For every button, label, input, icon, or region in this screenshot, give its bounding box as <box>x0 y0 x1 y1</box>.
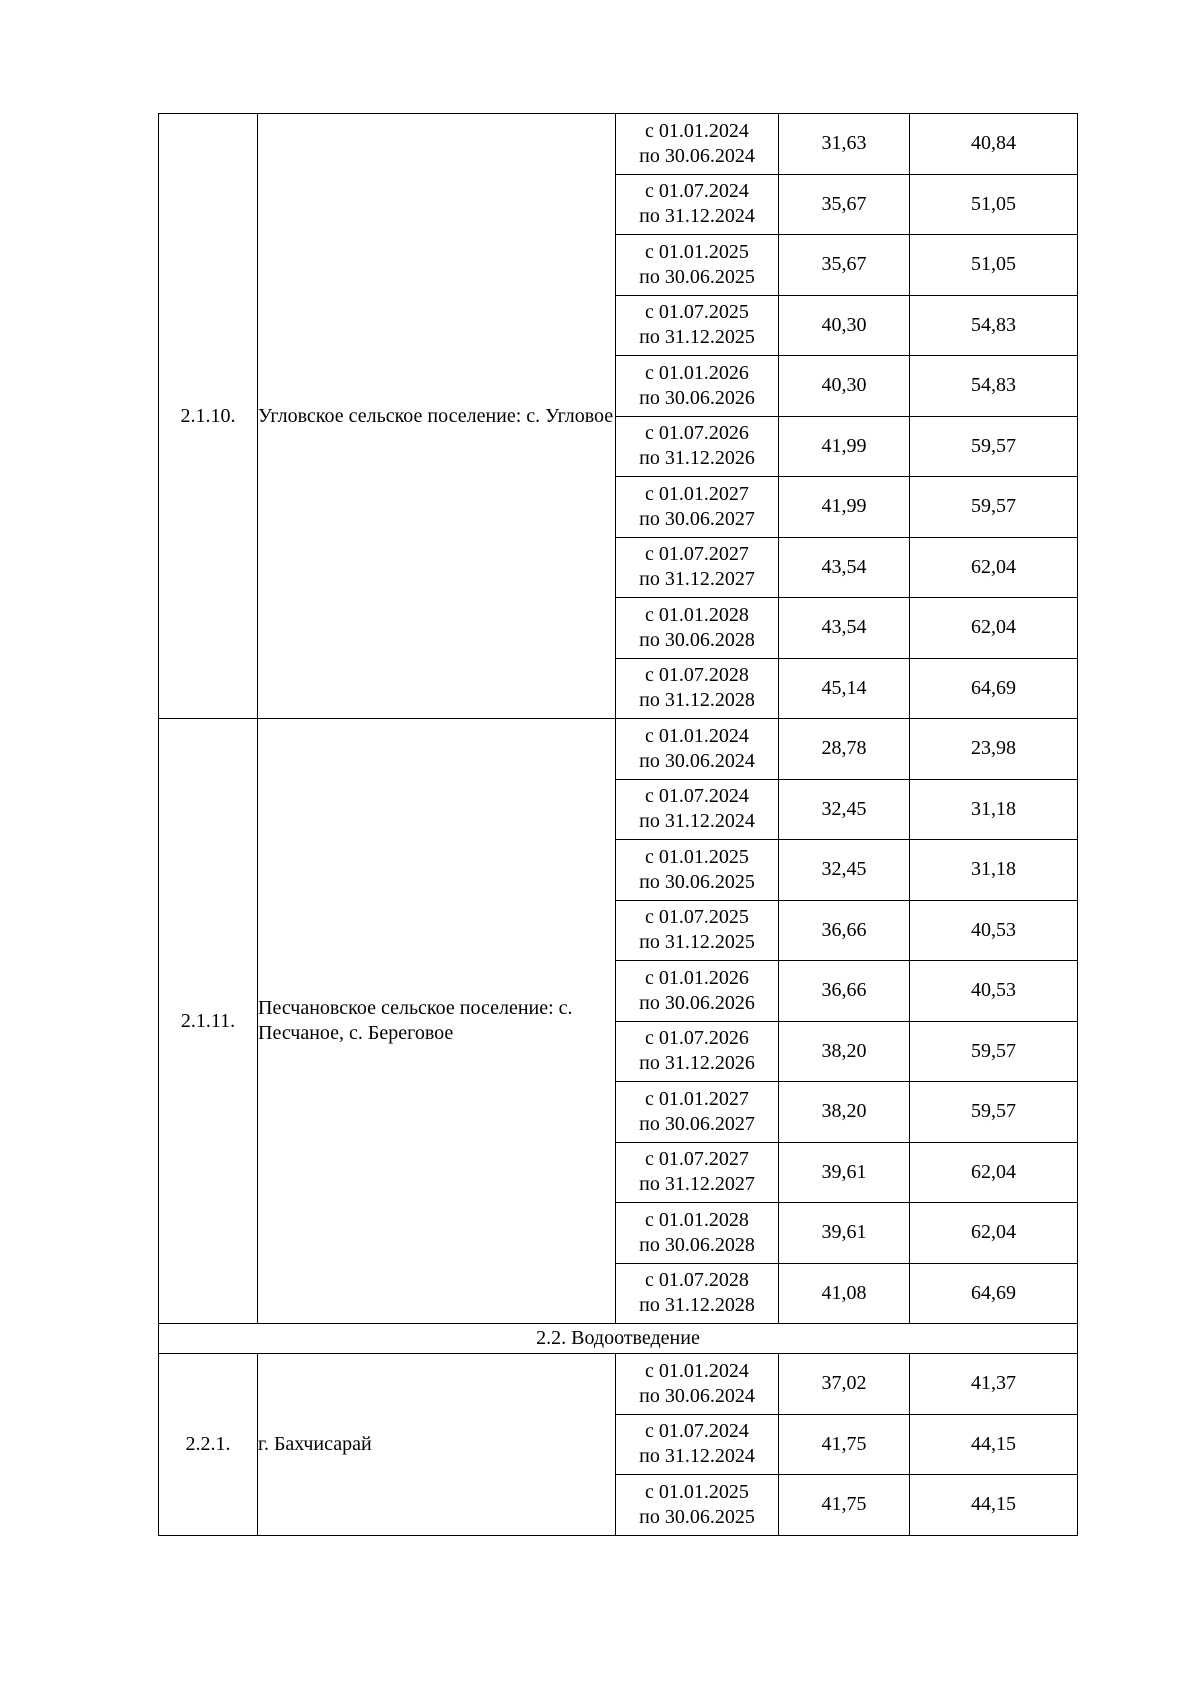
tariff-value-1: 31,63 <box>779 114 910 175</box>
period-to: по 30.06.2028 <box>639 1233 755 1256</box>
tariff-value-2: 41,37 <box>910 1354 1078 1415</box>
tariff-value-1: 45,14 <box>779 658 910 719</box>
period-to: по 31.12.2024 <box>639 810 755 833</box>
tariff-value-2: 54,83 <box>910 295 1078 356</box>
period-from: с 01.07.2024 <box>645 785 749 808</box>
period-from: с 01.07.2024 <box>645 1420 749 1443</box>
tariff-value-2: 62,04 <box>910 1142 1078 1203</box>
tariff-value-2: 44,15 <box>910 1475 1078 1536</box>
period-cell <box>616 416 779 477</box>
period-from: с 01.01.2026 <box>645 966 749 989</box>
period-to: по 30.06.2024 <box>639 1384 755 1407</box>
tariff-value-1: 41,99 <box>779 416 910 477</box>
period-cell <box>616 779 779 840</box>
tariff-value-1: 41,99 <box>779 477 910 538</box>
tariff-value-1: 28,78 <box>779 719 910 780</box>
tariff-value-2: 51,05 <box>910 235 1078 296</box>
period-cell <box>616 114 779 175</box>
period-to: по 30.06.2028 <box>639 628 755 651</box>
period-to: по 30.06.2025 <box>639 265 755 288</box>
period-from: с 01.01.2027 <box>645 1087 749 1110</box>
settlement-name: Угловское сельское поселение: с. Угловое <box>258 114 616 719</box>
period-from: с 01.01.2025 <box>645 1480 749 1503</box>
tariff-value-1: 39,61 <box>779 1142 910 1203</box>
period-cell <box>616 477 779 538</box>
period-to: по 30.06.2024 <box>639 749 755 772</box>
period-cell <box>616 900 779 961</box>
period-cell <box>616 658 779 719</box>
period-from: с 01.01.2024 <box>645 724 749 747</box>
period-to: по 31.12.2028 <box>639 1294 755 1317</box>
settlement-name: г. Бахчисарай <box>258 1354 616 1536</box>
period-cell <box>616 719 779 780</box>
period-cell <box>616 1021 779 1082</box>
period-to: по 31.12.2025 <box>639 326 755 349</box>
period-from: с 01.01.2024 <box>645 1359 749 1382</box>
item-number: 2.1.10. <box>159 114 258 719</box>
tariff-value-2: 23,98 <box>910 719 1078 780</box>
period-to: по 31.12.2027 <box>639 1173 755 1196</box>
tariff-value-2: 54,83 <box>910 356 1078 417</box>
period-cell <box>616 1263 779 1324</box>
table-row <box>159 1354 1078 1415</box>
period-cell <box>616 1354 779 1415</box>
period-from: с 01.01.2028 <box>645 1208 749 1231</box>
period-to: по 31.12.2026 <box>639 447 755 470</box>
period-to: по 31.12.2026 <box>639 1052 755 1075</box>
period-from: с 01.01.2024 <box>645 119 749 142</box>
period-from: с 01.07.2027 <box>645 1148 749 1171</box>
table-row <box>159 114 1078 175</box>
tariff-value-2: 59,57 <box>910 477 1078 538</box>
tariff-value-2: 31,18 <box>910 840 1078 901</box>
tariff-value-1: 43,54 <box>779 537 910 598</box>
period-to: по 30.06.2026 <box>639 386 755 409</box>
tariff-value-1: 41,08 <box>779 1263 910 1324</box>
tariff-value-1: 37,02 <box>779 1354 910 1415</box>
tariff-value-2: 40,53 <box>910 900 1078 961</box>
tariff-value-1: 36,66 <box>779 900 910 961</box>
period-to: по 30.06.2024 <box>639 144 755 167</box>
period-to: по 30.06.2025 <box>639 870 755 893</box>
tariff-value-2: 59,57 <box>910 416 1078 477</box>
period-to: по 31.12.2024 <box>639 205 755 228</box>
tariff-value-2: 62,04 <box>910 1203 1078 1264</box>
item-number: 2.2.1. <box>159 1354 258 1536</box>
period-cell <box>616 1414 779 1475</box>
period-from: с 01.01.2025 <box>645 845 749 868</box>
tariff-value-1: 36,66 <box>779 961 910 1022</box>
period-to: по 30.06.2025 <box>639 1505 755 1528</box>
period-from: с 01.07.2024 <box>645 180 749 203</box>
period-cell <box>616 961 779 1022</box>
tariff-value-1: 39,61 <box>779 1203 910 1264</box>
period-from: с 01.01.2025 <box>645 240 749 263</box>
tariff-value-2: 40,84 <box>910 114 1078 175</box>
tariff-value-2: 62,04 <box>910 598 1078 659</box>
period-to: по 31.12.2025 <box>639 931 755 954</box>
period-to: по 31.12.2024 <box>639 1445 755 1468</box>
section-title: 2.2. Водоотведение <box>159 1324 1078 1354</box>
period-cell <box>616 235 779 296</box>
period-to: по 30.06.2026 <box>639 991 755 1014</box>
period-cell <box>616 1082 779 1143</box>
period-cell <box>616 1475 779 1536</box>
tariff-value-1: 35,67 <box>779 174 910 235</box>
tariff-value-2: 64,69 <box>910 658 1078 719</box>
tariff-value-2: 64,69 <box>910 1263 1078 1324</box>
period-from: с 01.07.2025 <box>645 301 749 324</box>
period-cell <box>616 598 779 659</box>
tariff-value-2: 31,18 <box>910 779 1078 840</box>
period-cell <box>616 174 779 235</box>
period-cell <box>616 537 779 598</box>
period-to: по 31.12.2028 <box>639 689 755 712</box>
table-row <box>159 719 1078 780</box>
period-from: с 01.07.2028 <box>645 1269 749 1292</box>
tariff-value-1: 41,75 <box>779 1414 910 1475</box>
tariff-value-2: 40,53 <box>910 961 1078 1022</box>
tariff-value-1: 43,54 <box>779 598 910 659</box>
period-from: с 01.01.2028 <box>645 603 749 626</box>
period-from: с 01.07.2028 <box>645 664 749 687</box>
tariff-table-body <box>159 114 1078 1536</box>
period-to: по 30.06.2027 <box>639 1112 755 1135</box>
period-to: по 31.12.2027 <box>639 568 755 591</box>
period-from: с 01.07.2026 <box>645 1027 749 1050</box>
tariff-value-2: 59,57 <box>910 1021 1078 1082</box>
tariff-value-1: 38,20 <box>779 1082 910 1143</box>
tariff-value-1: 32,45 <box>779 840 910 901</box>
tariff-value-1: 38,20 <box>779 1021 910 1082</box>
period-cell <box>616 295 779 356</box>
tariff-value-2: 59,57 <box>910 1082 1078 1143</box>
tariff-value-1: 32,45 <box>779 779 910 840</box>
tariff-value-1: 35,67 <box>779 235 910 296</box>
tariff-value-1: 40,30 <box>779 356 910 417</box>
tariff-value-2: 44,15 <box>910 1414 1078 1475</box>
period-cell <box>616 1203 779 1264</box>
tariff-value-2: 51,05 <box>910 174 1078 235</box>
period-cell <box>616 840 779 901</box>
tariff-table <box>158 113 1078 1536</box>
tariff-value-1: 40,30 <box>779 295 910 356</box>
period-from: с 01.07.2025 <box>645 906 749 929</box>
period-from: с 01.01.2027 <box>645 482 749 505</box>
period-to: по 30.06.2027 <box>639 507 755 530</box>
item-number: 2.1.11. <box>159 719 258 1324</box>
period-cell <box>616 1142 779 1203</box>
period-from: с 01.01.2026 <box>645 361 749 384</box>
tariff-value-1: 41,75 <box>779 1475 910 1536</box>
settlement-name: Песчановское сельское поселение: с. Песчаное, с. Береговое <box>258 719 616 1324</box>
tariff-value-2: 62,04 <box>910 537 1078 598</box>
section-header-row <box>159 1324 1078 1354</box>
period-from: с 01.07.2027 <box>645 543 749 566</box>
period-from: с 01.07.2026 <box>645 422 749 445</box>
period-cell <box>616 356 779 417</box>
